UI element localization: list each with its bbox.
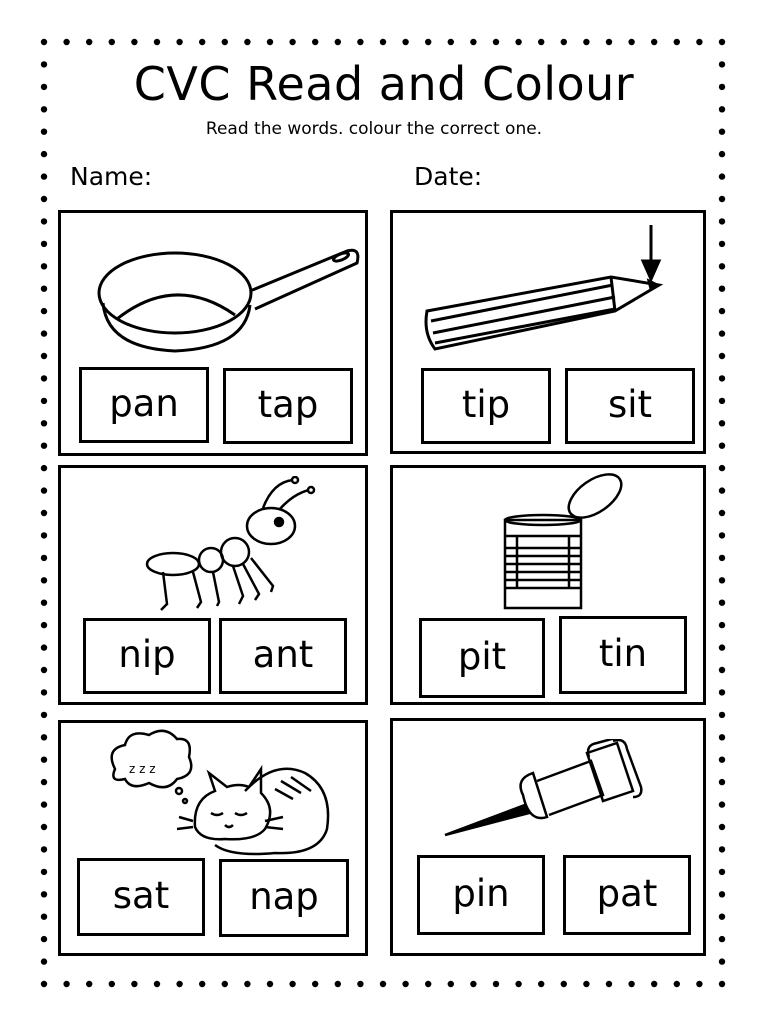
sleeping-cat-icon xyxy=(105,729,335,859)
border-dot xyxy=(41,824,47,830)
border-dot xyxy=(606,39,612,45)
border-dot xyxy=(719,712,725,718)
border-dot xyxy=(41,869,47,875)
border-dot xyxy=(289,981,295,987)
border-dot xyxy=(696,981,702,987)
border-dot xyxy=(154,981,160,987)
border-dot xyxy=(719,443,725,449)
border-dot xyxy=(719,241,725,247)
border-dot xyxy=(583,981,589,987)
border-dot xyxy=(719,936,725,942)
border-dot xyxy=(41,353,47,359)
border-dot xyxy=(41,846,47,852)
border-dot xyxy=(154,39,160,45)
border-dot xyxy=(719,218,725,224)
border-dot xyxy=(199,39,205,45)
border-dot xyxy=(719,801,725,807)
border-dot xyxy=(719,353,725,359)
border-dot xyxy=(719,958,725,964)
border-dot xyxy=(41,555,47,561)
choice-tin[interactable]: tin xyxy=(559,616,687,694)
border-dot xyxy=(380,981,386,987)
border-dot xyxy=(335,39,341,45)
border-dot xyxy=(41,532,47,538)
card-pan xyxy=(58,210,368,456)
border-dot xyxy=(674,981,680,987)
border-dot xyxy=(719,196,725,202)
border-dot xyxy=(402,39,408,45)
frying-pan-icon xyxy=(95,233,365,358)
border-dot xyxy=(719,39,725,45)
border-dot xyxy=(222,39,228,45)
border-dot xyxy=(244,981,250,987)
border-dot xyxy=(719,824,725,830)
border-dot xyxy=(109,39,115,45)
card-tin xyxy=(390,465,706,705)
border-dot xyxy=(719,532,725,538)
choice-pit[interactable]: pit xyxy=(419,618,545,698)
border-dot xyxy=(312,39,318,45)
border-dot xyxy=(719,779,725,785)
border-dot xyxy=(719,869,725,875)
border-dot xyxy=(41,712,47,718)
border-dot xyxy=(41,757,47,763)
border-dot xyxy=(719,151,725,157)
border-dot xyxy=(470,981,476,987)
border-dot xyxy=(289,39,295,45)
card-ant xyxy=(58,465,368,705)
border-dot xyxy=(41,308,47,314)
border-dot xyxy=(448,39,454,45)
border-dot xyxy=(41,510,47,516)
choice-tap[interactable]: tap xyxy=(223,368,353,444)
border-dot xyxy=(41,375,47,381)
choice-sit[interactable]: sit xyxy=(565,368,695,444)
border-dot xyxy=(674,39,680,45)
border-dot xyxy=(719,330,725,336)
border-dot xyxy=(41,218,47,224)
border-dot xyxy=(719,577,725,583)
choice-sat[interactable]: sat xyxy=(77,858,205,936)
border-dot xyxy=(41,241,47,247)
border-dot xyxy=(41,936,47,942)
border-dot xyxy=(86,981,92,987)
border-dot xyxy=(41,330,47,336)
border-dot xyxy=(719,398,725,404)
choice-nap[interactable]: nap xyxy=(219,859,349,937)
border-dot xyxy=(719,263,725,269)
border-dot xyxy=(493,39,499,45)
border-dot xyxy=(41,600,47,606)
border-dot xyxy=(719,846,725,852)
choice-pat[interactable]: pat xyxy=(563,855,691,935)
card-pin xyxy=(390,718,706,956)
svg-text:z z z: z z z xyxy=(129,762,156,776)
border-dot xyxy=(380,39,386,45)
border-dot xyxy=(719,173,725,179)
border-dot xyxy=(719,981,725,987)
border-dot xyxy=(41,689,47,695)
border-dot xyxy=(696,39,702,45)
border-dot xyxy=(109,981,115,987)
border-dot xyxy=(719,757,725,763)
border-dot xyxy=(41,644,47,650)
border-dot xyxy=(41,779,47,785)
border-dot xyxy=(41,398,47,404)
border-dot xyxy=(719,891,725,897)
border-dot xyxy=(719,465,725,471)
border-dot xyxy=(41,420,47,426)
border-dot xyxy=(41,891,47,897)
border-dot xyxy=(244,39,250,45)
border-dot xyxy=(357,39,363,45)
card-nap xyxy=(58,720,368,956)
border-dot xyxy=(63,39,69,45)
border-dot xyxy=(719,622,725,628)
border-dot xyxy=(719,420,725,426)
border-dot xyxy=(561,981,567,987)
border-dot xyxy=(63,981,69,987)
border-dot xyxy=(41,801,47,807)
choice-tip[interactable]: tip xyxy=(421,368,551,444)
border-dot xyxy=(628,39,634,45)
border-dot xyxy=(719,308,725,314)
border-dot xyxy=(131,39,137,45)
border-dot xyxy=(538,981,544,987)
card-tip xyxy=(390,210,706,454)
border-dot xyxy=(312,981,318,987)
border-dot xyxy=(719,487,725,493)
border-dot xyxy=(176,981,182,987)
border-dot xyxy=(719,914,725,920)
border-dot xyxy=(41,151,47,157)
date-label: Date: xyxy=(414,162,483,191)
border-dot xyxy=(41,286,47,292)
border-dot xyxy=(402,981,408,987)
border-dot xyxy=(41,196,47,202)
worksheet-instructions: Read the words. colour the correct one. xyxy=(205,119,543,139)
border-dot xyxy=(628,981,634,987)
border-dot xyxy=(425,39,431,45)
worksheet-title: CVC Read and Colour xyxy=(133,57,635,111)
border-dot xyxy=(515,39,521,45)
border-dot xyxy=(41,173,47,179)
border-dot xyxy=(86,39,92,45)
border-dot xyxy=(41,734,47,740)
border-dot xyxy=(41,487,47,493)
border-dot xyxy=(719,667,725,673)
border-dot xyxy=(41,667,47,673)
border-dot xyxy=(176,39,182,45)
border-dot xyxy=(41,263,47,269)
choice-ant[interactable]: ant xyxy=(219,618,347,694)
border-dot xyxy=(41,981,47,987)
ant-icon xyxy=(143,476,323,616)
border-dot xyxy=(583,39,589,45)
choice-nip[interactable]: nip xyxy=(83,618,211,694)
push-pin-icon xyxy=(441,739,651,849)
border-dot xyxy=(719,600,725,606)
tin-can-icon xyxy=(499,470,629,610)
border-dot xyxy=(719,689,725,695)
border-dot xyxy=(561,39,567,45)
border-dot xyxy=(719,286,725,292)
choice-pin[interactable]: pin xyxy=(417,855,545,935)
border-dot xyxy=(41,577,47,583)
border-dot xyxy=(470,39,476,45)
border-dot xyxy=(651,981,657,987)
border-dot xyxy=(606,981,612,987)
border-dot xyxy=(41,914,47,920)
border-dot xyxy=(41,622,47,628)
border-dot xyxy=(199,981,205,987)
border-dot xyxy=(515,981,521,987)
border-dot xyxy=(335,981,341,987)
border-dot xyxy=(267,981,273,987)
border-dot xyxy=(41,958,47,964)
border-dot xyxy=(719,734,725,740)
border-dot xyxy=(538,39,544,45)
border-dot xyxy=(41,465,47,471)
border-dot xyxy=(448,981,454,987)
border-dot xyxy=(131,981,137,987)
border-dot xyxy=(267,39,273,45)
name-label: Name: xyxy=(70,162,153,191)
border-dot xyxy=(719,555,725,561)
pencil-tip-icon xyxy=(421,221,691,351)
border-dot xyxy=(41,443,47,449)
border-dot xyxy=(719,510,725,516)
border-dot xyxy=(425,981,431,987)
border-dot xyxy=(493,981,499,987)
border-dot xyxy=(719,375,725,381)
border-dot xyxy=(357,981,363,987)
border-dot xyxy=(651,39,657,45)
border-dot xyxy=(719,644,725,650)
border-dot xyxy=(41,39,47,45)
border-dot xyxy=(222,981,228,987)
choice-pan[interactable]: pan xyxy=(79,367,209,443)
